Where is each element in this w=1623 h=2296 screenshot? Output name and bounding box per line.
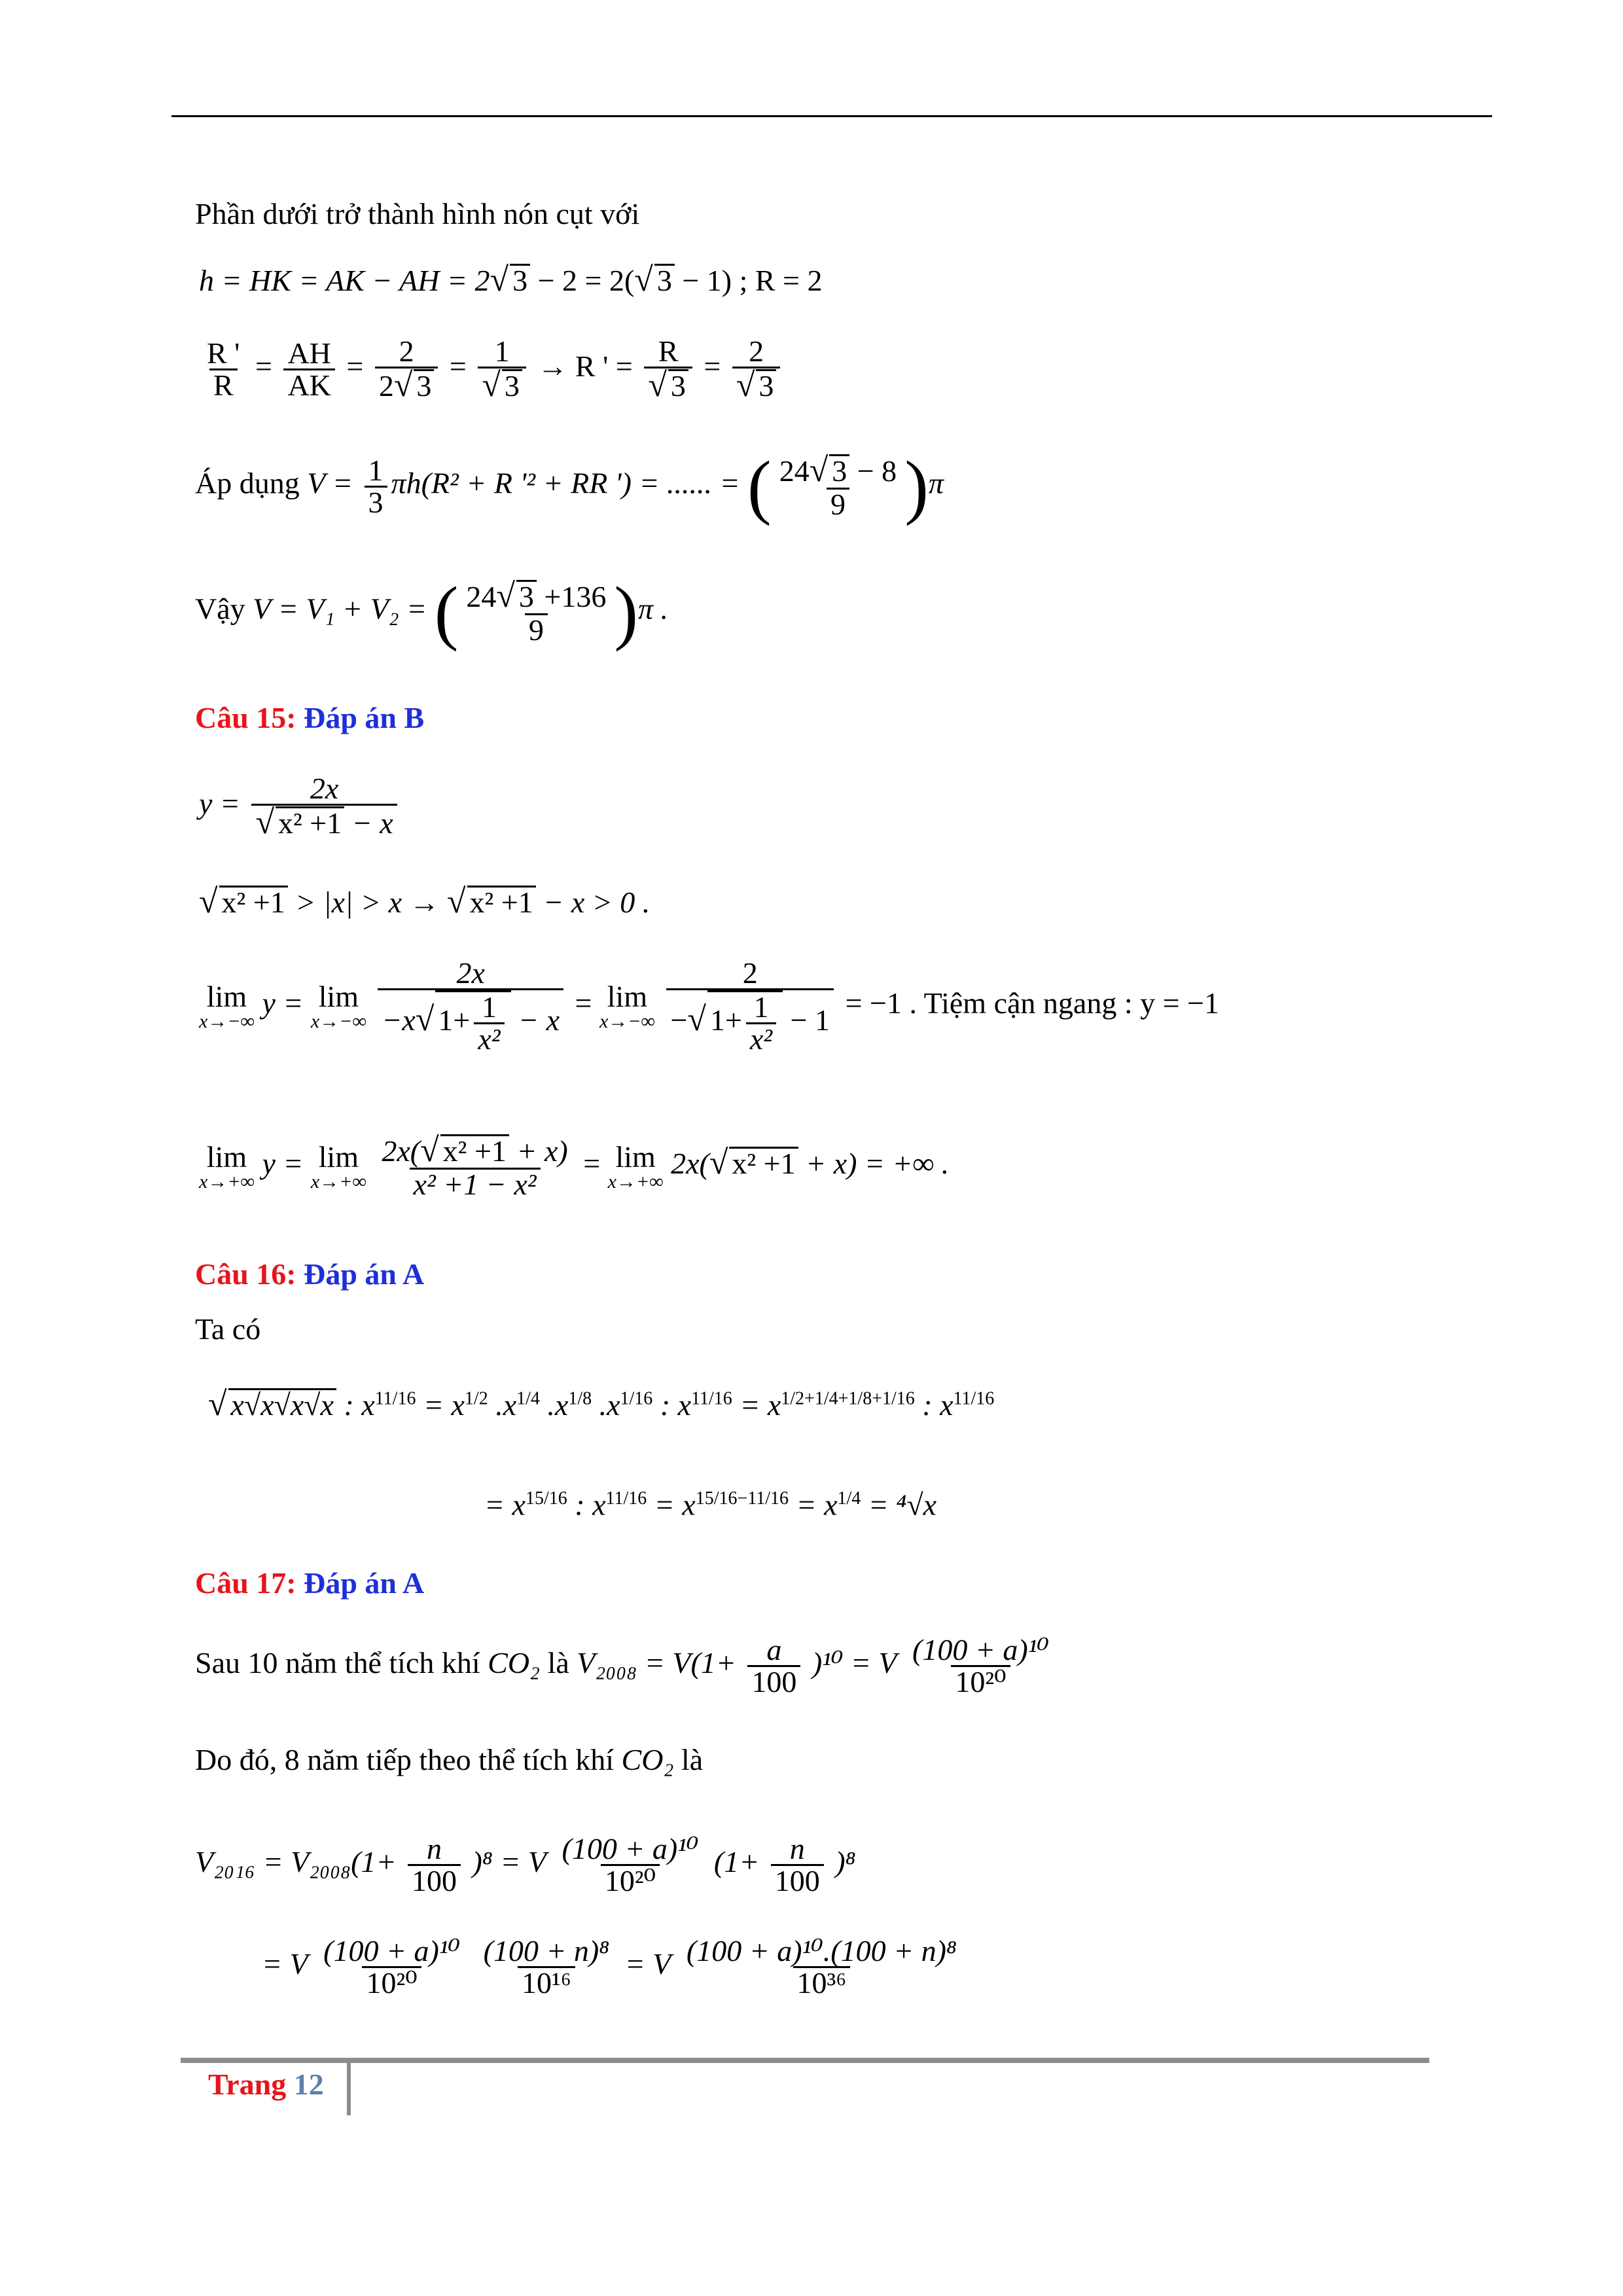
q15-function: y = $\frac{2x}{\text{√ x² +1 − x}}$ bbox=[199, 774, 401, 840]
page-number: Trang 12 bbox=[208, 2068, 324, 2101]
intro-text: Phần dưới trở thành hình nón cụt với bbox=[195, 197, 640, 230]
q17-equation-1: V₂₀₁₆ = V₂₀₀₈(1+ $\frac{n}{100}$ )⁸ = V $\frac{\text{(100 + a)¹⁰}}{\text{10²⁰}}$ (1+ $\frac{n}{100}$ )⁸ bbox=[195, 1832, 856, 1897]
equation-ratio: $\frac{R '}{R}$ = $\frac{AH}{AK}$ = $\frac{2}{2√ 3}$ = $\frac{1}{√ 3}$ → R ' = $\frac{R}{√ 3}$ = $\frac{2}{√ 3}$ bbox=[199, 336, 784, 403]
q16-line-1: √ x√x√x√x : $x^{11/16} = x^{1/2}$ $.x^{1/4}$ $.x^{1/8}$ $.x^{1/16}$ : $x^{11/16} = x^{1/2+1/4+1/8+1/16}$ : $x^{11/16}$ bbox=[208, 1386, 995, 1423]
q15-limit-neg-inf: lim x→−∞ y = lim x→−∞ 2x −x√ 1+ $\frac{1}{\text{x²}}$ − x = lim x→−∞ 2 −√ 1+ $\frac{1}{\text{x²}}$ − 1 = −1 . Tiệm cận ngang : y = −1 bbox=[199, 956, 1219, 1056]
q16-intro: Ta có bbox=[195, 1312, 261, 1346]
header-rule bbox=[171, 115, 1492, 117]
q15-inequality: √ x² +1 > |x| > x → √ x² +1 − x > 0 . bbox=[199, 883, 651, 920]
footer-divider bbox=[347, 2063, 351, 2115]
equation-apply: Áp dụng V = $\frac{1}{3}$ πh(R² + R '² + RR ') = ...... = ( $\frac{24√ 3 - 8}{9}$ )π bbox=[195, 446, 944, 526]
equation-conclusion: Vậy V = V₁ + V₂ = ( $\frac{24√ 3 +136}{9}$ )π . bbox=[195, 572, 669, 652]
q16-line-2: = $x^{15/16}$ : $x^{11/16} = x^{15/16-11/16} = x^{1/4} = ^4√x$ bbox=[484, 1488, 936, 1522]
question-16-heading: Câu 16: Đáp án A bbox=[195, 1257, 425, 1291]
equation-h: h = HK = AK − AH = 2√ 3 − 2 = 2(√ 3 − 1) ; R = 2 bbox=[199, 261, 823, 298]
question-15-heading: Câu 15: Đáp án B bbox=[195, 701, 425, 734]
footer-rule bbox=[181, 2058, 1429, 2063]
q15-limit-pos-inf: lim x→+∞ y = lim x→+∞ $\frac{\text{2x(√ x² +1 + x)}}{\text{x² +1 − x²}}$ = lim x→+∞ 2x(√ x² +1 + x) = +∞ . bbox=[199, 1132, 950, 1201]
q17-line-1: Sau 10 năm thể tích khí CO₂ là V₂₀₀₈ = V(1+ $\frac{a}{100}$ )¹⁰ = V $\frac{\text{(100 + a)¹⁰}}{\text{10²⁰}}$ bbox=[195, 1633, 1049, 1698]
q17-equation-2: = V $\frac{\text{(100 + a)¹⁰}}{\text{10²⁰}}$ $\frac{\text{(100 + n)⁸}}{\text{10¹⁶}}$ = V $\frac{\text{(100 + a)¹⁰.(100 + n)⁸}}{\text{10³⁶}}$ bbox=[262, 1934, 957, 2000]
q17-line-2: Do đó, 8 năm tiếp theo thể tích khí CO₂ là bbox=[195, 1743, 704, 1776]
question-17-heading: Câu 17: Đáp án A bbox=[195, 1566, 425, 1600]
